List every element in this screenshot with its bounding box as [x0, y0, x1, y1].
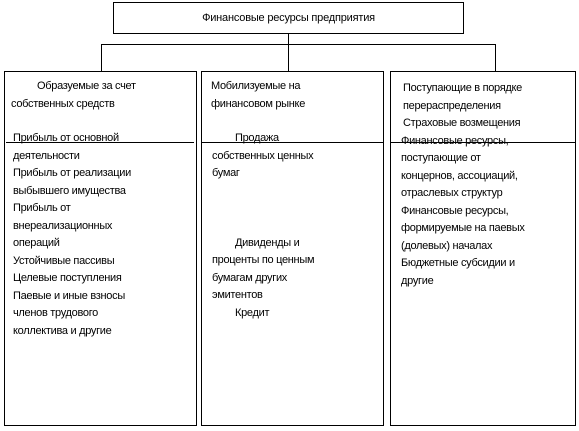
list-item: собственных ценных — [212, 149, 314, 162]
list-item: Страховые возмещения — [403, 117, 521, 129]
column-financial-market — [201, 71, 384, 426]
column-own-funds — [4, 71, 197, 426]
list-item: концернов, ассоциаций, — [401, 169, 518, 182]
list-item: другие — [401, 274, 434, 287]
list-item: бумагам других — [212, 271, 287, 284]
column-redistribution — [390, 71, 576, 426]
list-item: Устойчивые пассивы — [13, 254, 115, 267]
list-item: выбывшего имущества — [13, 184, 126, 197]
connector-middle — [288, 44, 289, 71]
root-box — [113, 2, 464, 34]
column-title-line: Поступающие в порядке — [403, 82, 522, 94]
list-item: поступающие от — [401, 152, 481, 164]
list-item: Прибыль от реализации — [13, 167, 131, 179]
divider-line — [391, 142, 575, 143]
list-item: Кредит — [235, 306, 270, 319]
column-title-line: собственных средств — [11, 97, 115, 110]
divider-line — [6, 142, 194, 143]
list-item: (долевых) началах — [401, 239, 493, 252]
column-title-line: перераспределения — [403, 99, 501, 112]
list-item: проценты по ценным — [212, 254, 315, 266]
list-item: Целевые поступления — [13, 272, 122, 284]
connector-root-stem — [288, 33, 289, 44]
list-item: Дивиденды и — [235, 236, 300, 249]
connector-horizontal-bus — [101, 44, 495, 45]
list-item: Финансовые ресурсы, — [401, 134, 509, 147]
list-item: деятельности — [13, 149, 80, 162]
list-item: формируемые на паевых — [401, 222, 525, 234]
list-item: операций — [13, 237, 60, 249]
connector-left — [101, 44, 102, 71]
list-item: бумаг — [212, 167, 240, 179]
list-item: коллектива и другие — [13, 324, 112, 337]
list-item: внереализационных — [13, 219, 113, 232]
list-item: Бюджетные субсидии и — [401, 257, 515, 269]
list-item: Прибыль от основной — [13, 132, 119, 144]
connector-right — [495, 44, 496, 71]
list-item: эмитентов — [212, 289, 263, 301]
root-title: Финансовые ресурсы предприятия — [202, 12, 375, 24]
list-item: Продажа — [235, 132, 279, 144]
divider-line — [202, 142, 383, 143]
column-title-line: Мобилизуемые на — [211, 80, 301, 92]
column-title-line: финансовом рынке — [211, 97, 306, 110]
list-item: Прибыль от — [13, 202, 71, 214]
list-item: членов трудового — [13, 307, 98, 319]
column-title-line: Образуемые за счет — [37, 80, 136, 92]
list-item: Паевые и иные взносы — [13, 289, 125, 302]
list-item: Финансовые ресурсы, — [401, 204, 509, 217]
list-item: отраслевых структур — [401, 187, 503, 199]
